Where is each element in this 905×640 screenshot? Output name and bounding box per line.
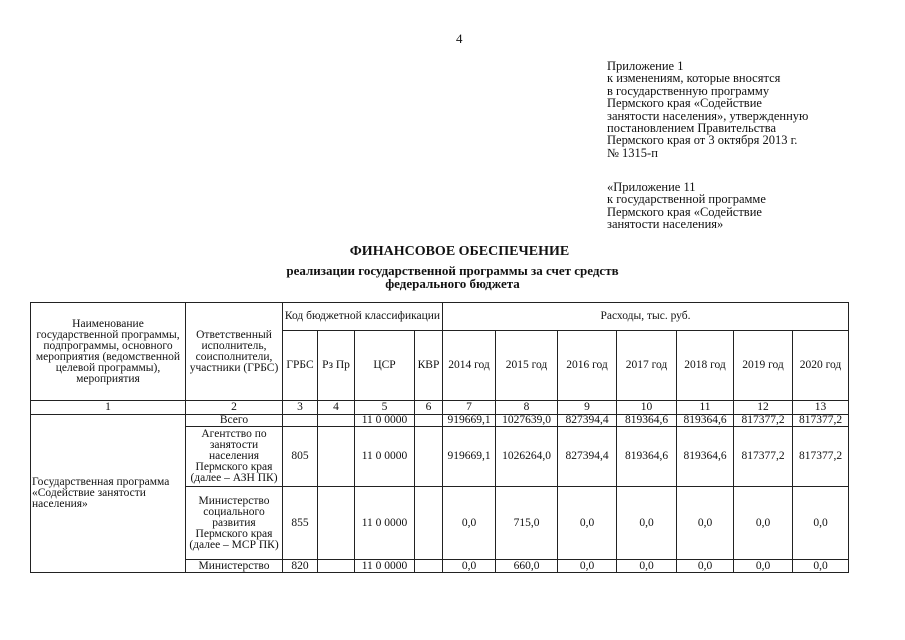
grbs-cell: 820 — [283, 560, 318, 573]
column-number: 10 — [617, 401, 677, 415]
header-year: 2016 год — [558, 331, 617, 401]
column-number: 1 — [31, 401, 186, 415]
appendix-line: к государственной программе — [607, 192, 766, 207]
value-cell: 715,0 — [496, 487, 558, 560]
column-number: 11 — [677, 401, 734, 415]
column-number: 2 — [186, 401, 283, 415]
column-number: 7 — [443, 401, 496, 415]
header-kvr: КВР — [415, 331, 443, 401]
value-cell: 0,0 — [734, 560, 793, 573]
header-year: 2019 год — [734, 331, 793, 401]
table-row — [31, 415, 849, 427]
value-cell: 0,0 — [617, 487, 677, 560]
program-name: Государственная программа «Содействие занятости населения» — [31, 415, 186, 573]
value-cell: 660,0 — [496, 560, 558, 573]
column-number: 4 — [318, 401, 355, 415]
header-budget-code: Код бюджетной классификации — [283, 303, 443, 331]
csr-cell: 11 0 0000 — [355, 427, 415, 487]
header-year: 2015 год — [496, 331, 558, 401]
value-cell: 819364,6 — [617, 415, 677, 427]
value-cell: 0,0 — [734, 487, 793, 560]
appendix-line: Приложение 1 — [607, 59, 684, 73]
column-number: 13 — [793, 401, 849, 415]
rzpr-cell — [318, 560, 355, 573]
value-cell: 0,0 — [793, 560, 849, 573]
header-executor: Ответственный исполнитель, соисполнители, участники (ГРБС) — [186, 303, 283, 401]
value-cell: 817377,2 — [793, 427, 849, 487]
header-rzpr: Рз Пр — [318, 331, 355, 401]
executor-cell: Министерство социального развития Пермского края (далее – МСР ПК) — [186, 487, 283, 560]
value-cell: 817377,2 — [734, 415, 793, 427]
value-cell: 817377,2 — [734, 427, 793, 487]
kvr-cell — [415, 560, 443, 573]
header-year: 2018 год — [677, 331, 734, 401]
header-name: Наименование государственной программы, подпрограммы, основного мероприятия (ведомственной целевой программы), мероприятия — [31, 303, 186, 401]
appendix-line: № 1315-п — [607, 145, 658, 160]
grbs-cell: 805 — [283, 427, 318, 487]
appendix-line: Пермского края «Содействие — [607, 96, 762, 111]
column-number: 6 — [415, 401, 443, 415]
csr-cell: 11 0 0000 — [355, 560, 415, 573]
value-cell: 819364,6 — [617, 427, 677, 487]
rzpr-cell — [318, 487, 355, 560]
value-cell: 819364,6 — [677, 415, 734, 427]
grbs-cell — [283, 415, 318, 427]
value-cell: 827394,4 — [558, 427, 617, 487]
value-cell: 827394,4 — [558, 415, 617, 427]
header-year: 2020 год — [793, 331, 849, 401]
document-subtitle: федерального бюджета — [385, 276, 520, 291]
csr-cell: 11 0 0000 — [355, 415, 415, 427]
kvr-cell — [415, 427, 443, 487]
value-cell: 919669,1 — [443, 415, 496, 427]
column-number: 12 — [734, 401, 793, 415]
value-cell: 0,0 — [677, 560, 734, 573]
value-cell: 817377,2 — [793, 415, 849, 427]
rzpr-cell — [318, 415, 355, 427]
header-expenses: Расходы, тыс. руб. — [443, 303, 849, 331]
value-cell: 0,0 — [617, 560, 677, 573]
column-number: 9 — [558, 401, 617, 415]
column-number: 8 — [496, 401, 558, 415]
executor-cell: Всего — [186, 415, 283, 427]
rzpr-cell — [318, 427, 355, 487]
value-cell: 819364,6 — [677, 427, 734, 487]
appendix-line: постановлением Правительства — [607, 121, 777, 136]
appendix-line: занятости населения» — [607, 217, 724, 232]
financing-table — [30, 302, 849, 573]
header-csr: ЦСР — [355, 331, 415, 401]
header-year: 2017 год — [617, 331, 677, 401]
appendix-line: в государственную программу — [607, 83, 770, 98]
appendix-line: «Приложение 11 — [607, 180, 696, 194]
executor-cell: Агентство по занятости населения Пермского края (далее – АЗН ПК) — [186, 427, 283, 487]
column-number: 5 — [355, 401, 415, 415]
value-cell: 0,0 — [558, 487, 617, 560]
header-grbs: ГРБС — [283, 331, 318, 401]
value-cell: 0,0 — [793, 487, 849, 560]
column-number: 3 — [283, 401, 318, 415]
document-title: ФИНАНСОВОЕ ОБЕСПЕЧЕНИЕ — [349, 244, 570, 259]
value-cell: 919669,1 — [443, 427, 496, 487]
grbs-cell: 855 — [283, 487, 318, 560]
appendix-line: Пермского края «Содействие — [607, 204, 762, 219]
value-cell: 0,0 — [677, 487, 734, 560]
appendix-line: занятости населения», утвержденную — [607, 108, 809, 123]
appendix-sub — [607, 181, 766, 231]
executor-cell: Министерство — [186, 560, 283, 573]
kvr-cell — [415, 487, 443, 560]
csr-cell: 11 0 0000 — [355, 487, 415, 560]
value-cell: 0,0 — [443, 487, 496, 560]
value-cell: 0,0 — [558, 560, 617, 573]
page-number: 4 — [456, 31, 463, 46]
kvr-cell — [415, 415, 443, 427]
appendix-top — [607, 60, 808, 159]
document-subtitle: реализации государственной программы за счет средств — [286, 263, 619, 278]
value-cell: 0,0 — [443, 560, 496, 573]
appendix-line: к изменениям, которые вносятся — [607, 71, 781, 86]
value-cell: 1027639,0 — [496, 415, 558, 427]
header-year: 2014 год — [443, 331, 496, 401]
appendix-line: Пермского края от 3 октября 2013 г. — [607, 133, 798, 148]
value-cell: 1026264,0 — [496, 427, 558, 487]
